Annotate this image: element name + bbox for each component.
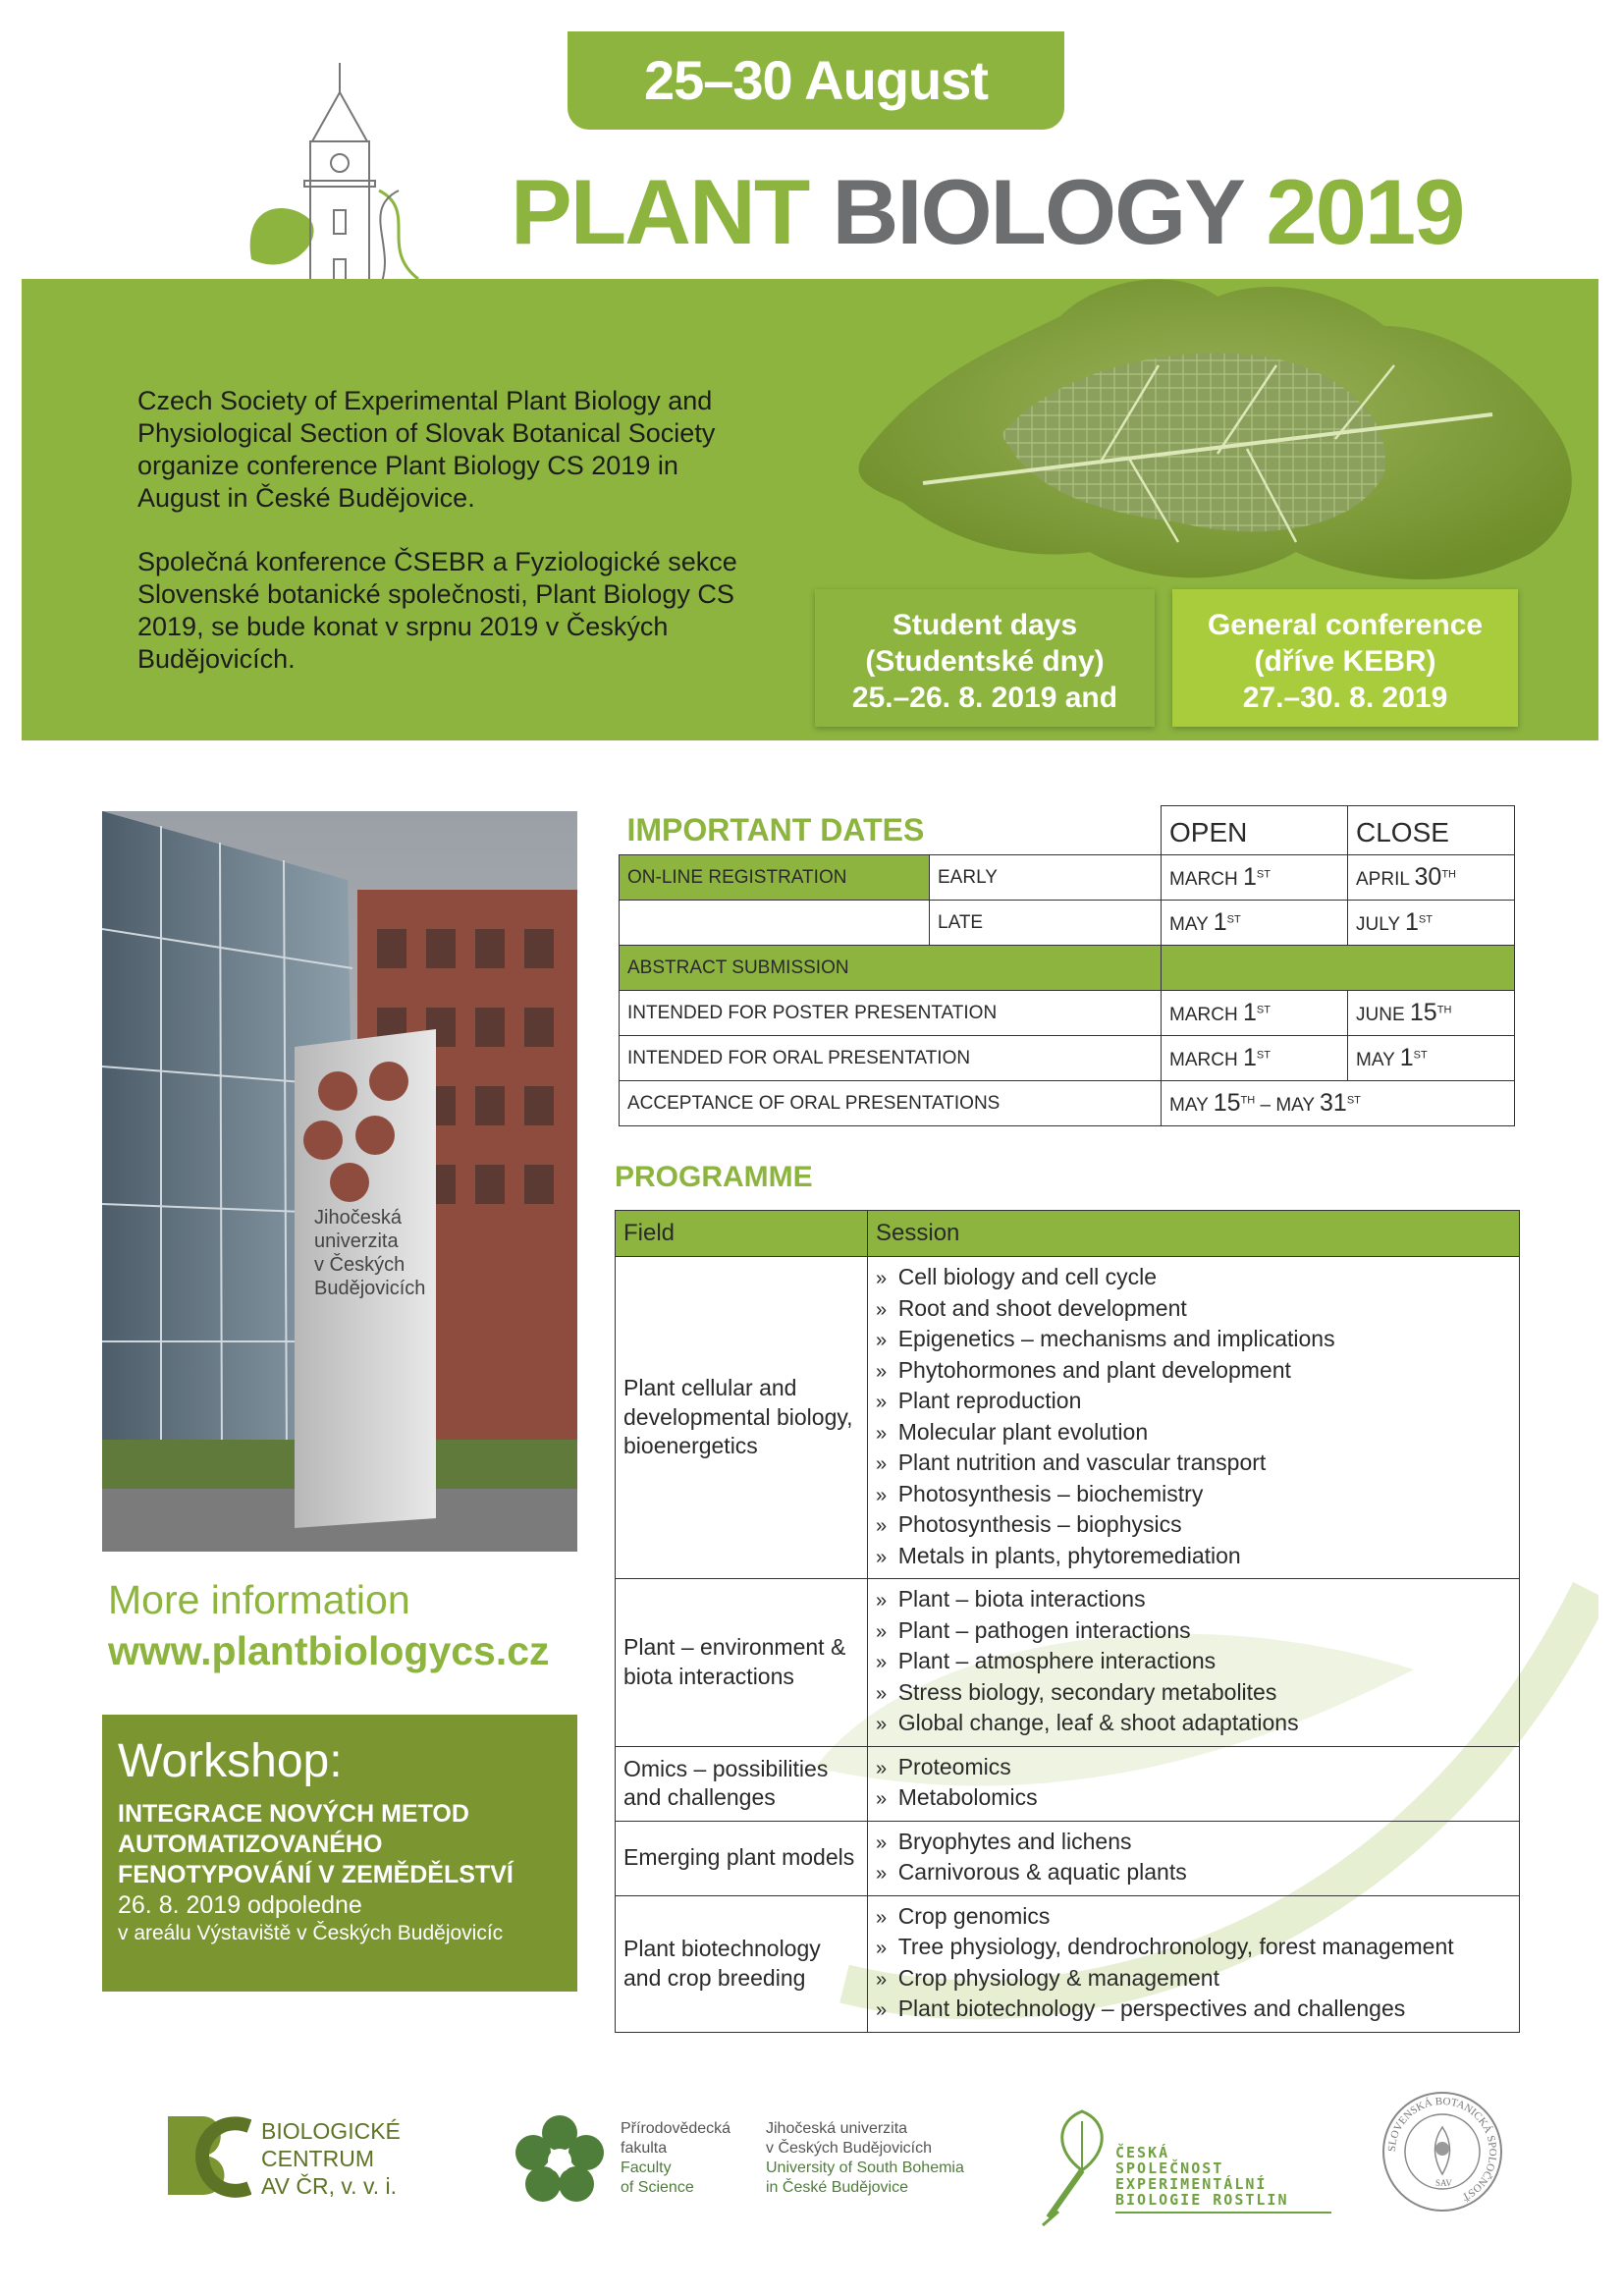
svg-text:SLOVENSKÁ BOTANICKÁ SPOLOČNOSŤ: SLOVENSKÁ BOTANICKÁ SPOLOČNOSŤ: [1385, 2095, 1499, 2204]
student-days-box: [815, 589, 1155, 727]
acceptance-range: MAY 15TH – MAY 31ST: [1162, 1081, 1515, 1126]
programme-sessions: [868, 1257, 1520, 1579]
abstract-fill: [1162, 946, 1515, 991]
date-banner: 25–30 August: [568, 31, 1064, 130]
registration-late-blank: [620, 901, 930, 946]
workshop-title: Workshop:: [118, 1735, 343, 1787]
list-item: » Phytohormones and plant development: [876, 1356, 1511, 1388]
intro-english: Czech Society of Experimental Plant Biology and Physiological Section of Slovak Botanical Society organize conference Plant Biology CS 2019 in August in České Budějovice.: [137, 386, 716, 513]
programme-field: Plant cellular and developmental biology, bioenergetics: [616, 1257, 868, 1579]
svg-text:Jihočeská: Jihočeská: [314, 1207, 402, 1229]
title-plant: PLANT: [511, 160, 809, 263]
late-open: MAY 1ST: [1162, 901, 1348, 946]
list-item: » Cell biology and cell cycle: [876, 1263, 1511, 1294]
leaf-photo: [805, 257, 1598, 611]
list-item: » Photosynthesis – biochemistry: [876, 1480, 1511, 1511]
general-conference-box: [1172, 589, 1518, 727]
abstract-label: ABSTRACT SUBMISSION: [620, 946, 1162, 991]
list-item: » Crop physiology & management: [876, 1964, 1511, 1995]
bc-logo-text: BIOLOGICKÉ CENTRUM AV ČR, v. v. i.: [261, 2118, 401, 2199]
workshop-subtitle-line: FENOTYPOVÁNÍ V ZEMĚDĚLSTVÍ: [118, 1861, 514, 1888]
programme-sessions: [868, 1821, 1520, 1895]
table-row: [616, 1579, 1520, 1747]
list-item: » Plant – pathogen interactions: [876, 1616, 1511, 1648]
list-item: » Plant reproduction: [876, 1387, 1511, 1418]
poster-label: INTENDED FOR POSTER PRESENTATION: [620, 991, 1162, 1036]
svg-text:v Českých: v Českých: [314, 1254, 406, 1276]
flower-icon: [511, 2111, 609, 2210]
student-days-dates: 25.–26. 8. 2019 and: [851, 682, 1118, 714]
plant-tube-icon: [1039, 2102, 1117, 2229]
list-item: » Root and shoot development: [876, 1294, 1511, 1326]
jcu-logo-text: Jihočeská univerzita v Českých Budějovicích University of South Bohemia in České Budějovice: [766, 2120, 964, 2196]
list-item: » Carnivorous & aquatic plants: [876, 1858, 1511, 1889]
list-item: » Epigenetics – mechanisms and implications: [876, 1325, 1511, 1356]
programme-field: Plant biotechnology and crop breeding: [616, 1895, 868, 2032]
website-link[interactable]: www.plantbiologycs.cz: [108, 1628, 550, 1673]
more-info-label: More information: [108, 1577, 410, 1622]
slovak-botanical-society-seal: [1379, 2088, 1506, 2215]
early-open: MARCH 1ST: [1162, 855, 1348, 901]
col-open: OPEN: [1162, 806, 1348, 855]
csebr-logo-text: ČESKÁ SPOLEČNOST EXPERIMENTÁLNÍ BIOLOGIE ROSTLIN: [1115, 2145, 1331, 2214]
programme-field: Emerging plant models: [616, 1821, 868, 1895]
table-row: [616, 1895, 1520, 2032]
acceptance-label: ACCEPTANCE OF ORAL PRESENTATIONS: [620, 1081, 1162, 1126]
early-close: APRIL 30TH: [1348, 855, 1515, 901]
workshop-date: 26. 8. 2019 odpoledne: [118, 1891, 362, 1919]
registration-label: ON-LINE REGISTRATION: [620, 855, 930, 901]
late-close: JULY 1ST: [1348, 901, 1515, 946]
workshop-subtitle-line: INTEGRACE NOVÝCH METOD: [118, 1800, 469, 1828]
intro-czech: Společná konference ČSEBR a Fyziologické sekce Slovenské botanické společnosti, Plant Biology CS 2019, se bude konat v srpnu 2019 v Českých Budějovicích.: [137, 547, 737, 674]
list-item: » Bryophytes and lichens: [876, 1828, 1511, 1859]
programme-sessions: [868, 1746, 1520, 1821]
list-item: » Metals in plants, phytoremediation: [876, 1542, 1511, 1573]
svg-text:Budějovicích: Budějovicích: [314, 1278, 426, 1299]
prf-logo-text: Přírodovědecká fakulta Faculty of Science: [621, 2120, 731, 2196]
programme-field: Omics – possibilities and challenges: [616, 1746, 868, 1821]
early-label: EARLY: [930, 855, 1162, 901]
title-biology: BIOLOGY: [832, 160, 1243, 263]
important-dates-table: [619, 805, 1515, 1126]
col-field: Field: [616, 1211, 868, 1257]
list-item: » Global change, leaf & shoot adaptations: [876, 1709, 1511, 1740]
poster-close: JUNE 15TH: [1348, 991, 1515, 1036]
list-item: » Metabolomics: [876, 1783, 1511, 1815]
workshop-place: v areálu Výstaviště v Českých Budějovicíc: [118, 1922, 504, 1944]
svg-text:SAV: SAV: [1435, 2178, 1452, 2188]
col-close: CLOSE: [1348, 806, 1515, 855]
page-title: [511, 159, 1463, 265]
oral-close: MAY 1ST: [1348, 1036, 1515, 1081]
title-year: 2019: [1266, 160, 1464, 263]
university-building-photo: [102, 811, 577, 1552]
programme-sessions: [868, 1895, 1520, 2032]
bc-logo-icon: [163, 2111, 251, 2200]
programme-heading: PROGRAMME: [615, 1161, 813, 1193]
general-conference-czech: (dříve KEBR): [1254, 645, 1436, 678]
list-item: » Tree physiology, dendrochronology, forest management: [876, 1933, 1511, 1964]
general-conference-title: General conference: [1207, 609, 1484, 641]
list-item: » Crop genomics: [876, 1902, 1511, 1934]
list-item: » Stress biology, secondary metabolites: [876, 1678, 1511, 1710]
general-conference-dates: 27.–30. 8. 2019: [1242, 682, 1448, 714]
oral-label: INTENDED FOR ORAL PRESENTATION: [620, 1036, 1162, 1081]
workshop-subtitle: [118, 1799, 562, 1890]
table-row: [616, 1821, 1520, 1895]
programme-field: Plant – environment & biota interactions: [616, 1579, 868, 1747]
col-session: Session: [868, 1211, 1520, 1257]
student-days-title: Student days: [892, 609, 1078, 641]
svg-text:univerzita: univerzita: [314, 1230, 399, 1252]
programme-table: [615, 1210, 1520, 2033]
table-row: [616, 1257, 1520, 1579]
late-label: LATE: [930, 901, 1162, 946]
programme-sessions: [868, 1579, 1520, 1747]
oral-open: MARCH 1ST: [1162, 1036, 1348, 1081]
list-item: » Molecular plant evolution: [876, 1418, 1511, 1449]
list-item: » Photosynthesis – biophysics: [876, 1510, 1511, 1542]
list-item: » Proteomics: [876, 1753, 1511, 1784]
list-item: » Plant – atmosphere interactions: [876, 1647, 1511, 1678]
table-row: [616, 1746, 1520, 1821]
list-item: » Plant biotechnology – perspectives and challenges: [876, 1995, 1511, 2026]
workshop-box: [102, 1715, 577, 1992]
student-days-czech: (Studentské dny): [865, 645, 1105, 678]
poster-open: MARCH 1ST: [1162, 991, 1348, 1036]
workshop-subtitle-line: AUTOMATIZOVANÉHO: [118, 1831, 383, 1858]
important-dates-heading: IMPORTANT DATES: [626, 811, 925, 847]
list-item: » Plant nutrition and vascular transport: [876, 1449, 1511, 1480]
list-item: » Plant – biota interactions: [876, 1585, 1511, 1616]
